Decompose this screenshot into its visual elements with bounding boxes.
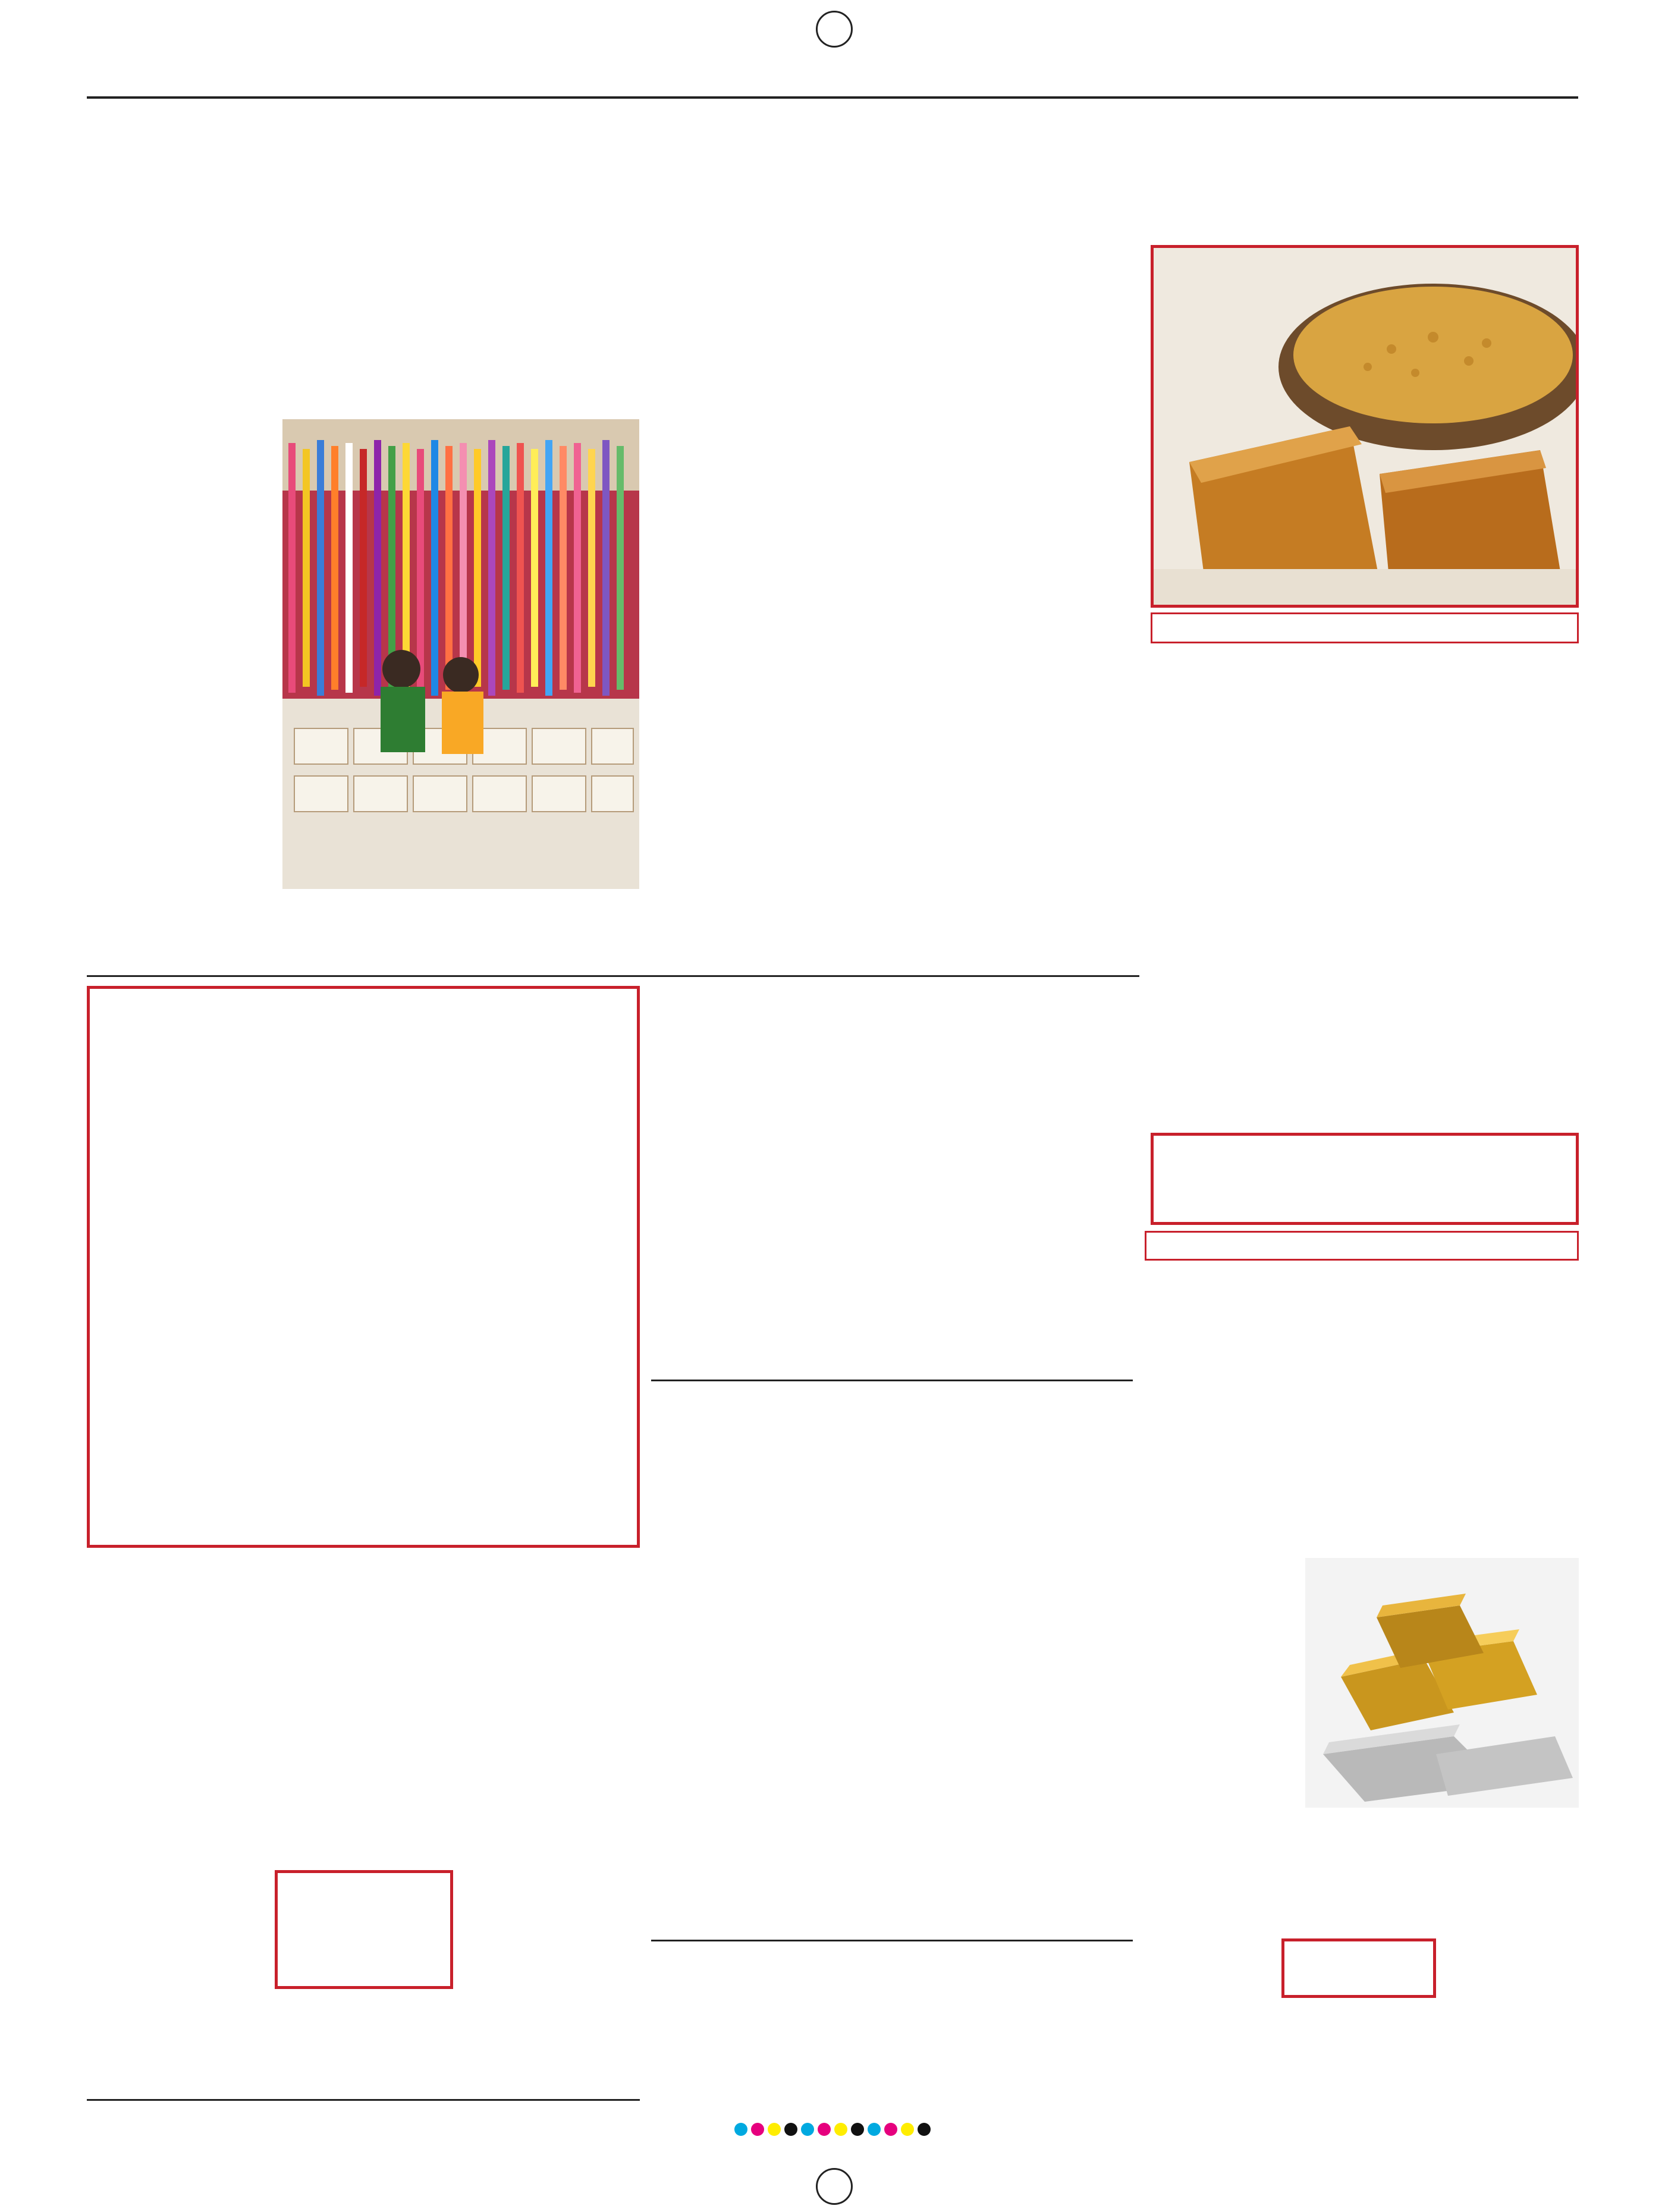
crude-headline: [1145, 1264, 1579, 1385]
sebi-headline: [95, 1020, 630, 1148]
crude-body-6: [1281, 2001, 1436, 2093]
crude-body-3: [1145, 1811, 1579, 1936]
kharif-kicker: [651, 1385, 1133, 1415]
sebi-footer: [95, 1457, 630, 1540]
header-rule: [87, 96, 1578, 99]
lead-intro-cont: [618, 241, 1136, 330]
jaggery-kicker: [1151, 612, 1579, 643]
lead-body-left: [87, 419, 274, 907]
color-bar: [612, 2123, 1053, 2141]
lead-body-below-photo: [282, 910, 639, 969]
kharif-body-2: [651, 1757, 1133, 1936]
lead-subhead-2: [87, 372, 1127, 413]
rakhi-stall-photo: [282, 419, 639, 889]
jaggery-footer: [1151, 1133, 1579, 1225]
lead-headline: [87, 149, 1578, 238]
lead-body-right: [648, 419, 1136, 969]
crude-body-5: [1445, 1938, 1579, 2093]
gold-bars-photo: [1305, 1558, 1579, 1808]
rakhi-photo-caption: [282, 890, 639, 907]
rupee-body-1: [87, 1711, 640, 1801]
sebi-kicker: [95, 990, 630, 1020]
japan-rule: [87, 2099, 640, 2101]
crude-body-2: [1145, 1558, 1302, 1808]
jaggery-headline: [1151, 648, 1579, 776]
japan-headline: [87, 2104, 640, 2193]
kharif-headline: [651, 1416, 1133, 1523]
crude-body-4: [1145, 1938, 1273, 2093]
crude-body-1: [1145, 1387, 1579, 1488]
kharif-body-1: [651, 1525, 1133, 1689]
crude-kicker: [1145, 1231, 1579, 1261]
rupee-kicker: [87, 1555, 640, 1586]
rupee-body-3a: [275, 1992, 453, 2093]
kharif-subhead: [651, 1689, 1133, 1754]
rupee-subhead: [87, 1802, 640, 1867]
crude-subhead: [1145, 1490, 1579, 1555]
jaggery-body: [1151, 779, 1579, 1133]
registration-mark-top: [816, 11, 853, 48]
rupee-headline: [87, 1588, 640, 1710]
rupee-body-3: [464, 1870, 640, 2093]
lead-intro: [87, 241, 604, 330]
forex-rate-box: [275, 1870, 453, 1989]
nbfc-rule: [651, 1380, 1133, 1381]
lead-subhead-1: [87, 330, 1127, 372]
nbfc-body: [651, 1107, 1133, 1375]
bullion-price-box: [1281, 1938, 1436, 1998]
sebi-body: [98, 1151, 630, 1454]
rupee-body-2: [87, 1870, 262, 2093]
lead-bottom-rule: [87, 975, 1139, 977]
registration-mark-bottom: [816, 2168, 853, 2205]
jaggery-photo: [1151, 245, 1579, 608]
lead-kicker: [87, 107, 1578, 149]
nbfc-headline: [651, 1017, 1133, 1106]
nbfc-kicker: [651, 986, 1133, 1014]
kharif-rule: [651, 1940, 1133, 1941]
